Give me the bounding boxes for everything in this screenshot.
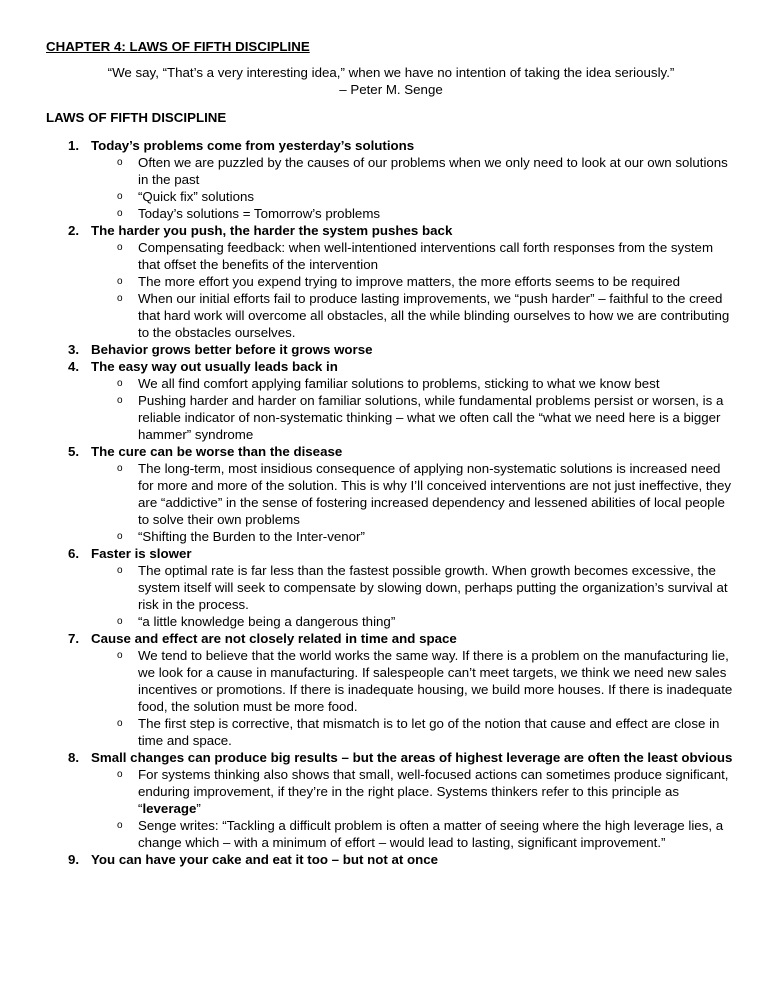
hollow-bullet-icon: o (117, 157, 123, 168)
point-text: “Quick fix” solutions (138, 189, 255, 204)
point-text: We tend to believe that the world works the same way. If there is a problem on the manufacturing lie, we look for a cause in manufacturing. If salespeople can’t meet targets, we think we need new sales incentives or promotions. If there is inadequate housing, we build more houses. If there is inadequate food, the solution must be more food. (138, 648, 733, 714)
point-item (91, 154, 736, 188)
point-item (91, 273, 736, 290)
hollow-bullet-icon: o (117, 616, 123, 627)
point-item (91, 460, 736, 528)
quote-text: “We say, “That’s a very interesting idea,” when we have no intention of taking the idea seriously.” (107, 65, 675, 80)
point-text: The optimal rate is far less than the fastest possible growth. When growth becomes excessive, the system itself will seek to compensate by slowing down, perhaps putting the organization’s survival at risk in the process. (138, 563, 728, 612)
law-item (46, 630, 736, 749)
law-item (46, 358, 736, 443)
law-item (46, 341, 736, 358)
law-title: Cause and effect are not closely related in time and space (91, 631, 457, 646)
law-points (91, 766, 736, 851)
document-page (46, 38, 736, 868)
law-number: 7. (68, 631, 80, 646)
point-text: For systems thinking also shows that small, well-focused actions can sometimes produce significant, enduring improvement, if they’re in the right place. Systems thinkers refer to this principle as “ (138, 767, 729, 816)
hollow-bullet-icon: o (117, 463, 123, 474)
law-item (46, 222, 736, 341)
point-text: The more effort you expend trying to improve matters, the more efforts seems to be required (138, 274, 680, 289)
laws-list (46, 137, 736, 868)
point-text: Compensating feedback: when well-intentioned interventions call forth responses from the system that offset the benefits of the intervention (138, 240, 714, 272)
law-item (46, 443, 736, 545)
law-item (46, 137, 736, 222)
law-number: 2. (68, 223, 80, 238)
epigraph (46, 64, 736, 98)
law-number: 6. (68, 546, 80, 561)
law-number: 1. (68, 138, 80, 153)
point-item (91, 239, 736, 273)
law-points (91, 239, 736, 341)
law-points (91, 647, 736, 749)
hollow-bullet-icon: o (117, 378, 123, 389)
point-item (91, 647, 736, 715)
law-number: 8. (68, 750, 80, 765)
hollow-bullet-icon: o (117, 718, 123, 729)
hollow-bullet-icon: o (117, 395, 123, 406)
point-text: Pushing harder and harder on familiar solutions, while fundamental problems persist or worsen, is a reliable indicator of non-systematic thinking – what we often call the “what we need here is a bigger hammer” syndrome (138, 393, 724, 442)
law-title: Small changes can produce big results – but the areas of highest leverage are often the least obvious (91, 750, 733, 765)
law-title: Faster is slower (91, 546, 192, 561)
law-number: 5. (68, 444, 80, 459)
hollow-bullet-icon: o (117, 531, 123, 542)
point-text: Often we are puzzled by the causes of our problems when we only need to look at our own solutions in the past (138, 155, 728, 187)
law-number: 4. (68, 359, 80, 374)
hollow-bullet-icon: o (117, 650, 123, 661)
point-text: The long-term, most insidious consequence of applying non-systematic solutions is increased need for more and more of the solution. This is why I’ll conceived interventions are not just ineffective, they are “addictive” in the sense of fostering increased dependency and lessened abilities of local people to solve their own problems (138, 461, 731, 527)
law-number: 9. (68, 852, 80, 867)
point-item (91, 766, 736, 817)
hollow-bullet-icon: o (117, 208, 123, 219)
hollow-bullet-icon: o (117, 242, 123, 253)
point-item (91, 375, 736, 392)
law-title: Today’s problems come from yesterday’s solutions (91, 138, 415, 153)
law-item (46, 749, 736, 851)
point-text: Senge writes: “Tackling a difficult problem is often a matter of seeing where the high leverage lies, a change which – with a minimum of effort – would lead to lasting, significant improvement.” (138, 818, 724, 850)
point-item (91, 613, 736, 630)
law-title: Behavior grows better before it grows worse (91, 342, 373, 357)
point-item (91, 392, 736, 443)
point-text: “Shifting the Burden to the Inter-venor” (138, 529, 365, 544)
closing-quote: ” (196, 801, 201, 816)
point-text: The first step is corrective, that mismatch is to let go of the notion that cause and effect are close in time and space. (138, 716, 720, 748)
point-item (91, 715, 736, 749)
hollow-bullet-icon: o (117, 276, 123, 287)
point-item (91, 205, 736, 222)
law-item (46, 545, 736, 630)
point-item (91, 528, 736, 545)
law-points (91, 154, 736, 222)
chapter-title: CHAPTER 4: LAWS OF FIFTH DISCIPLINE (46, 39, 310, 54)
law-title: You can have your cake and eat it too – but not at once (91, 852, 439, 867)
point-text: “a little knowledge being a dangerous thing” (138, 614, 396, 629)
hollow-bullet-icon: o (117, 565, 123, 576)
law-points (91, 460, 736, 545)
point-item (91, 817, 736, 851)
leverage-term: leverage (142, 801, 197, 816)
point-text: We all find comfort applying familiar solutions to problems, sticking to what we know best (138, 376, 660, 391)
quote-attribution: – Peter M. Senge (339, 82, 443, 97)
point-item (91, 188, 736, 205)
hollow-bullet-icon: o (117, 820, 123, 831)
section-title: LAWS OF FIFTH DISCIPLINE (46, 110, 227, 125)
point-text: When our initial efforts fail to produce lasting improvements, we “push harder” – faithful to the creed that hard work will overcome all obstacles, all the while blinding ourselves to how we are contributing to the obstacles ourselves. (138, 291, 730, 340)
law-item (46, 851, 736, 868)
point-item (91, 290, 736, 341)
law-number: 3. (68, 342, 80, 357)
law-title: The easy way out usually leads back in (91, 359, 338, 374)
hollow-bullet-icon: o (117, 191, 123, 202)
law-title: The harder you push, the harder the system pushes back (91, 223, 453, 238)
point-item (91, 562, 736, 613)
law-points (91, 375, 736, 443)
hollow-bullet-icon: o (117, 293, 123, 304)
hollow-bullet-icon: o (117, 769, 123, 780)
law-points (91, 562, 736, 630)
law-title: The cure can be worse than the disease (91, 444, 343, 459)
point-text: Today’s solutions = Tomorrow’s problems (138, 206, 381, 221)
